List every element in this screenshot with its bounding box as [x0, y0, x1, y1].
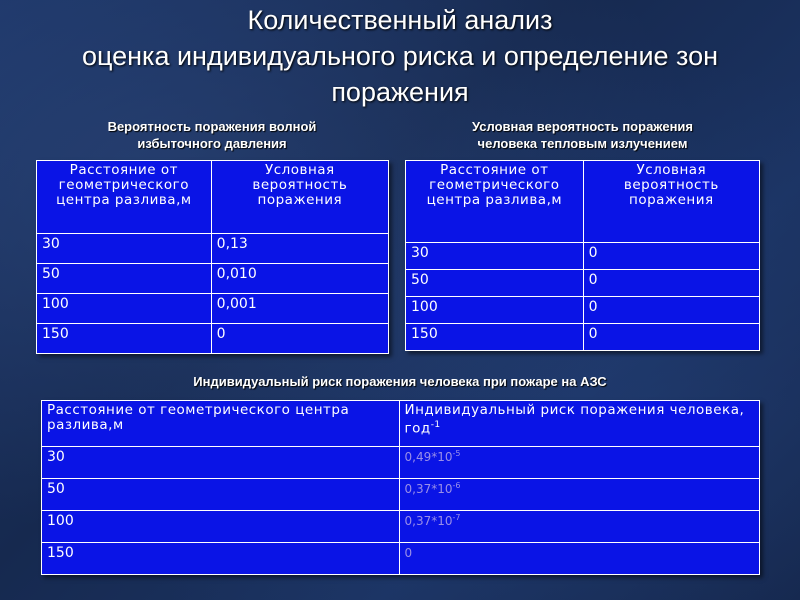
- table-row: [406, 297, 760, 324]
- title-line-2: оценка индивидуального риска и определение зон: [81, 41, 719, 71]
- table-row: [42, 543, 760, 575]
- table-row: [406, 270, 760, 297]
- left-table-caption: Вероятность поражения волной избыточного давления: [107, 119, 317, 151]
- title-line-1: Количественный анализ: [247, 5, 553, 35]
- header-distance: Расстояние от геометрического центра разлива,м: [406, 161, 584, 243]
- cell-distance: 50: [42, 479, 400, 511]
- cell-distance: 150: [37, 324, 212, 354]
- cell-distance: 50: [37, 264, 212, 294]
- header-distance: Расстояние от геометрического центра разлива,м: [42, 401, 400, 447]
- cell-distance: 100: [37, 294, 212, 324]
- cell-distance: 100: [406, 297, 584, 324]
- slide-title: [0, 2, 800, 110]
- cell-distance: 150: [406, 324, 584, 351]
- table-header-row: [406, 161, 760, 243]
- cell-distance: 30: [37, 234, 212, 264]
- cell-distance: 150: [42, 543, 400, 575]
- table-row: [42, 447, 760, 479]
- cell-value: 0: [211, 324, 388, 354]
- right-table-caption: Условная вероятность поражения человека тепловым излучением: [472, 119, 693, 151]
- table-row: [406, 243, 760, 270]
- cell-distance: 30: [42, 447, 400, 479]
- cell-distance: 50: [406, 270, 584, 297]
- cell-distance: 30: [406, 243, 584, 270]
- cell-risk: 0: [399, 543, 760, 575]
- header-risk: Индивидуальный риск поражения человека, год$^{-1}$: [399, 401, 760, 447]
- header-probability: Условная вероятность поражения: [211, 161, 388, 234]
- cell-value: 0,001: [211, 294, 388, 324]
- header-probability: Условная вероятность поражения: [583, 161, 759, 243]
- cell-risk: $0,37*10^{-7}$: [399, 511, 760, 543]
- table-row: [37, 234, 389, 264]
- table-row: [37, 324, 389, 354]
- table-header-row: [37, 161, 389, 234]
- table-row: [42, 479, 760, 511]
- header-risk-exponent: -1: [430, 420, 441, 430]
- cell-distance: 100: [42, 511, 400, 543]
- cell-risk: $0,49*10^{-5}$: [399, 447, 760, 479]
- title-line-3: поражения: [331, 77, 469, 107]
- table-row: [37, 294, 389, 324]
- cell-value: 0: [583, 270, 759, 297]
- blast-probability-table: [36, 160, 389, 354]
- table-header-row: [42, 401, 760, 447]
- individual-risk-table: [41, 400, 760, 575]
- cell-value: 0,010: [211, 264, 388, 294]
- bottom-table-caption: Индивидуальный риск поражения человека при пожаре на АЗС: [193, 374, 607, 389]
- cell-value: 0,13: [211, 234, 388, 264]
- header-distance: Расстояние от геометрического центра разлива,м: [37, 161, 212, 234]
- table-row: [37, 264, 389, 294]
- cell-value: 0: [583, 243, 759, 270]
- table-row: [406, 324, 760, 351]
- cell-risk: $0,37*10^{-6}$: [399, 479, 760, 511]
- cell-value: 0: [583, 324, 759, 351]
- thermal-probability-table: [405, 160, 760, 351]
- cell-value: 0: [583, 297, 759, 324]
- table-row: [42, 511, 760, 543]
